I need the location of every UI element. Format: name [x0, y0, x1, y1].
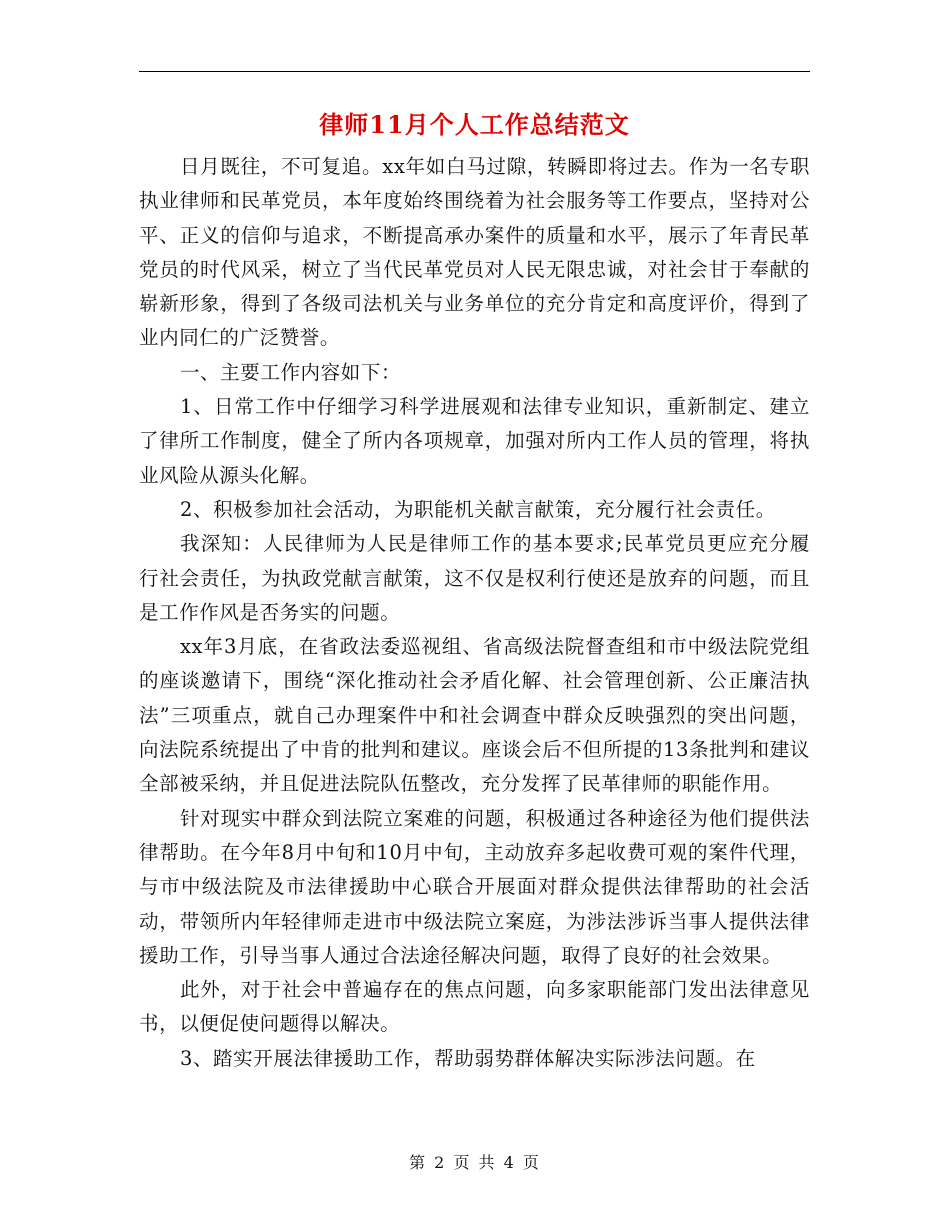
document-body — [139, 150, 810, 1076]
page-number: 第 2 页 共 4 页 — [409, 1153, 541, 1172]
paragraph: 我深知：人民律师为人民是律师工作的基本要求;民革党员更应充分履行社会责任，为执政党献言献策，这不仅是权利行使还是放弃的问题，而且是工作作风是否务实的问题。 — [139, 532, 810, 624]
paragraph: 2、积极参加社会活动，为职能机关献言献策，充分履行社会责任。 — [179, 497, 776, 521]
header-rule — [139, 71, 810, 72]
paragraph: 1、日常工作中仔细学习科学进展观和法律专业知识，重新制定、建立了律所工作制度，健全了所内各项规章，加强对所内工作人员的管理，将执业风险从源头化解。 — [139, 395, 810, 487]
paragraph: 针对现实中群众到法院立案难的问题，积极通过各种途径为他们提供法律帮助。在今年8月中旬和10月中旬，主动放弃多起收费可观的案件代理，与市中级法院及市法律援助中心联合开展面对群众提供法律帮助的社会活动，带领所内年轻律师走进市中级法院立案庭，为涉法涉诉当事人提供法律援助工作，引导当事人通过合法途径解决问题，取得了良好的社会效果。 — [139, 806, 810, 967]
paragraph: xx年3月底，在省政法委巡视组、省高级法院督查组和市中级法院党组的座谈邀请下，围绕“深化推动社会矛盾化解、社会管理创新、公正廉洁执法”三项重点，就自己办理案件中和社会调查中群众反映强烈的突出问题，向法院系统提出了中肯的批判和建议。座谈会后不但所提的13条批判和建议全部被采纳，并且促进法院队伍整改，充分发挥了民革律师的职能作用。 — [139, 635, 810, 796]
paragraph: 一、主要工作内容如下： — [179, 360, 402, 384]
paragraph: 此外，对于社会中普遍存在的焦点问题，向多家职能部门发出法律意见书，以便促使问题得以解决。 — [139, 978, 810, 1036]
paragraph: 3、踏实开展法律援助工作，帮助弱势群体解决实际涉法问题。在 — [179, 1046, 756, 1070]
paragraph: 日月既往，不可复追。xx年如白马过隙，转瞬即将过去。作为一名专职执业律师和民革党员，本年度始终围绕着为社会服务等工作要点，坚持对公平、正义的信仰与追求，不断提高承办案件的质量和水平，展示了年青民革党员的时代风采，树立了当代民革党员对人民无限忠诚，对社会甘于奉献的崭新形象，得到了各级司法机关与业务单位的充分肯定和高度评价，得到了业内同仁的广泛赞誉。 — [139, 155, 810, 350]
document-title: 律师11月个人工作总结范文 — [319, 110, 630, 139]
